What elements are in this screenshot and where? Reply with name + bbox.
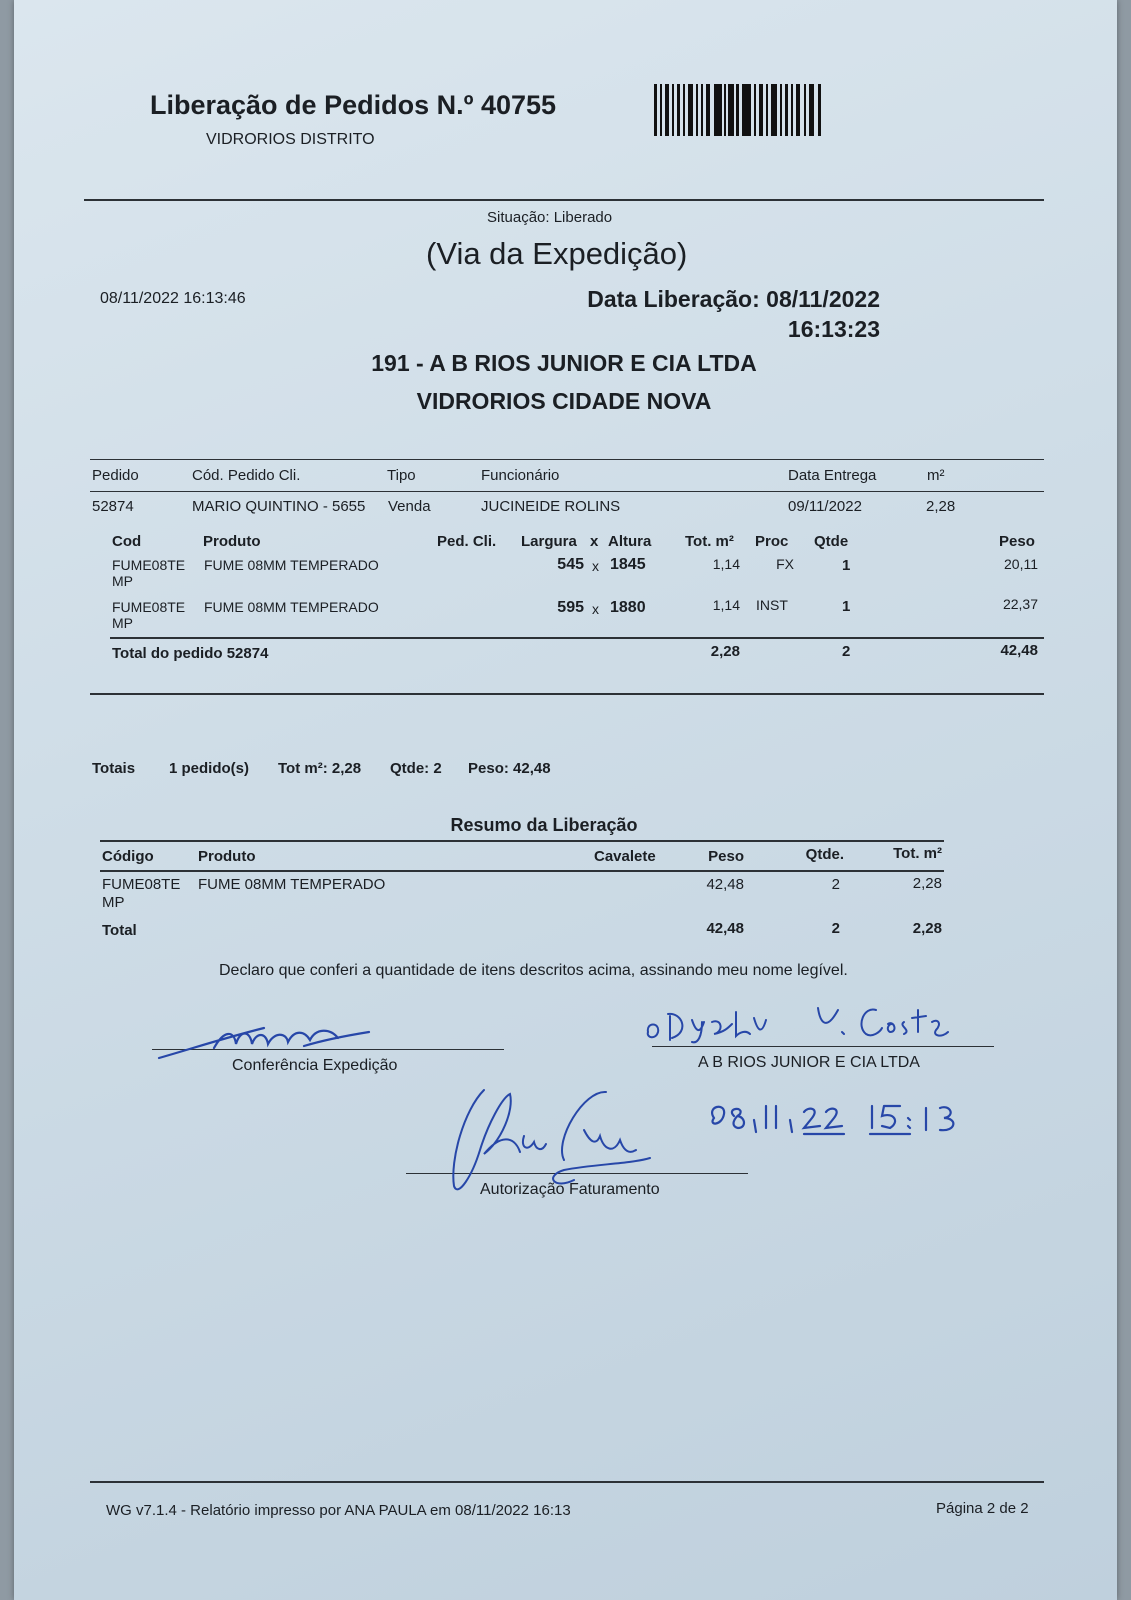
totals-pedidos: 1 pedido(s) [169,760,250,777]
items-col-cod: Cod [112,533,142,550]
order-cod-pedido-cli: MARIO QUINTINO - 5655 [192,498,366,515]
summary-row-tot-m2: 2,28 [912,875,942,892]
client-store: VIDRORIOS CIDADE NOVA [416,388,712,414]
col-m2: m² [927,467,945,484]
totals-qtde: Qtde: 2 [390,760,442,777]
summary-col-produto: Produto [198,848,256,865]
client-handwritten-signature [642,1002,962,1046]
order-data-entrega: 09/11/2022 [788,498,862,515]
order-header-bottom-line [90,491,1044,492]
col-tipo: Tipo [387,467,416,484]
printed-timestamp: 08/11/2022 16:13:46 [100,290,246,307]
items-col-ped-cli: Ped. Cli. [437,533,497,550]
order-header-top-line [90,459,1044,460]
document-title: Liberação de Pedidos N.º 40755 [150,90,557,120]
status-text: Situação: Liberado [487,209,613,226]
item-1-x: x [592,558,599,574]
summary-row-produto: FUME 08MM TEMPERADO [198,876,386,893]
item-1-cod-suffix: MP [112,573,133,589]
item-2-proc: INST [756,597,788,613]
summary-header-line [100,870,944,872]
item-2-peso: 22,37 [1002,596,1038,612]
items-col-tot-m2: Tot. m² [685,533,734,550]
order-m2: 2,28 [926,498,956,515]
autorizacao-label: Autorização Faturamento [480,1181,660,1198]
item-2-cod-suffix: MP [112,615,133,631]
items-col-x: x [590,533,599,550]
item-2-largura: 595 [557,599,584,616]
item-1-cod: FUME08TE [112,557,186,573]
col-funcionario: Funcionário [481,467,560,484]
items-col-qtde: Qtde [814,533,849,550]
via-title: (Via da Expedição) [426,236,688,271]
item-2-produto: FUME 08MM TEMPERADO [204,599,379,615]
footer-report-info: WG v7.1.4 - Relatório impresso por ANA PAULA em 08/11/2022 16:13 [106,1502,571,1519]
summary-row-peso: 42,48 [706,876,744,893]
summary-title: Resumo da Liberação [450,815,638,835]
conferencia-handwritten-signature [154,1018,384,1063]
totals-peso: Peso: 42,48 [468,760,551,777]
summary-row-codigo: FUME08TE [102,876,181,893]
item-2-qtde: 1 [842,598,851,615]
summary-col-tot-m2: Tot. m² [893,845,942,862]
items-col-peso: Peso [999,533,1035,550]
item-2-x: x [592,601,599,617]
order-tipo: Venda [388,498,431,515]
items-col-proc: Proc [755,533,789,550]
item-1-proc: FX [776,556,794,572]
col-cod-pedido-cli: Cód. Pedido Cli. [192,467,301,484]
summary-col-peso: Peso [708,848,744,865]
item-1-peso: 20,11 [1004,556,1038,572]
client-signature-label: A B RIOS JUNIOR E CIA LTDA [698,1054,920,1071]
document-page [14,0,1117,1600]
order-total-peso: 42,48 [1000,642,1038,659]
order-pedido: 52874 [92,498,134,515]
summary-total-label: Total [102,922,137,939]
release-date: Data Liberação: 08/11/2022 [587,286,880,312]
item-1-largura: 545 [557,556,584,573]
header-divider [84,199,1044,201]
item-1-qtde: 1 [842,557,851,574]
client-signature-line [652,1046,994,1047]
order-total-qtde: 2 [842,643,851,660]
order-total-tot-m2: 2,28 [710,643,740,660]
item-1-tot-m2: 1,14 [712,556,740,572]
summary-col-qtde: Qtde. [805,846,844,863]
order-section-end-line [90,693,1044,695]
authorizer-handwritten-signature [424,1080,664,1200]
declaration-text: Declaro que conferi a quantidade de itens descritos acima, assinando meu nome legível. [219,962,848,979]
col-pedido: Pedido [92,467,139,484]
summary-row-qtde: 2 [831,876,840,893]
barcode [654,84,824,136]
summary-total-tot-m2: 2,28 [912,920,942,937]
client-name: 191 - A B RIOS JUNIOR E CIA LTDA [371,350,757,376]
items-col-altura: Altura [608,533,652,550]
conferencia-label: Conferência Expedição [232,1057,398,1074]
handwritten-date [704,1098,1004,1138]
order-funcionario: JUCINEIDE ROLINS [481,498,621,515]
release-time: 16:13:23 [787,316,880,342]
footer-line [90,1481,1044,1483]
item-2-cod: FUME08TE [112,599,186,615]
item-1-altura: 1845 [610,556,646,573]
col-data-entrega: Data Entrega [788,467,877,484]
items-col-largura: Largura [521,533,577,550]
totals-label: Totais [92,760,136,777]
item-1-produto: FUME 08MM TEMPERADO [204,557,379,573]
item-2-altura: 1880 [610,599,646,616]
company-subtitle: VIDRORIOS DISTRITO [206,131,375,148]
summary-col-cavalete: Cavalete [594,848,656,865]
item-2-tot-m2: 1,14 [712,597,740,613]
items-col-produto: Produto [203,533,261,550]
summary-col-codigo: Código [102,848,154,865]
summary-total-qtde: 2 [831,920,840,937]
totals-tot-m2: Tot m²: 2,28 [278,760,362,777]
summary-total-peso: 42,48 [706,920,744,937]
summary-top-line [100,840,944,842]
order-total-label: Total do pedido 52874 [112,645,269,662]
order-total-line [110,637,1044,639]
summary-row-codigo-suffix: MP [102,894,125,911]
footer-page-number: Página 2 de 2 [936,1500,1029,1517]
